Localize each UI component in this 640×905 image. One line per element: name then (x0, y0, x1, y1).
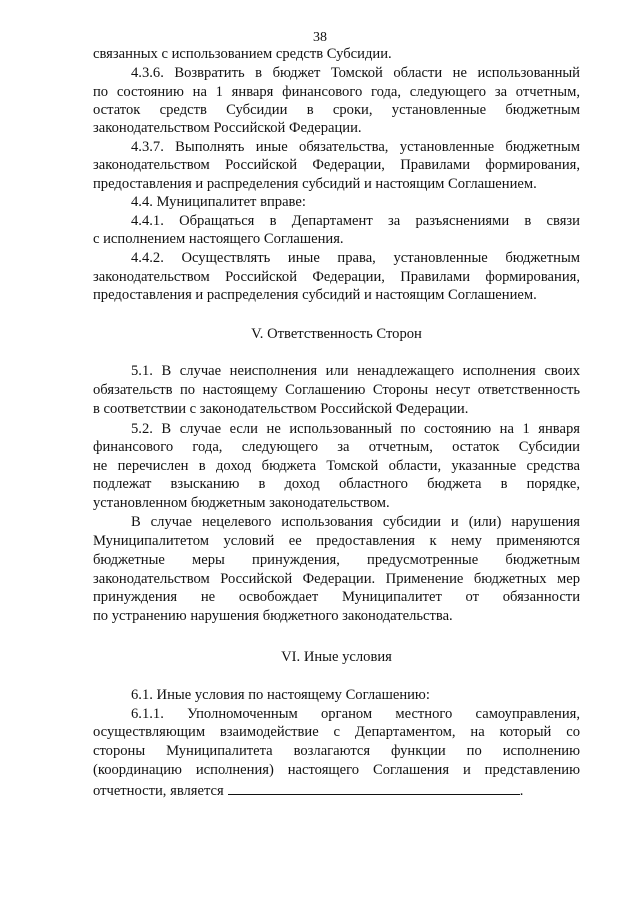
clause-4-4-1 (131, 212, 580, 230)
text-line: подлежат взысканию в доход областного бюджета в порядке, (93, 476, 580, 492)
clause-6-1: 6.1. Иные условия по настоящему Соглашению: (131, 687, 430, 703)
text-line: финансового года, следующего за отчетным, остаток Субсидии (93, 439, 580, 455)
text-line: стороны Муниципалитета возлагаются функции по исполнению (93, 743, 580, 759)
clause-number: 4.4.1. (131, 213, 164, 229)
text-line: по устранению нарушения бюджетного законодательства. (93, 608, 453, 624)
section-heading-5: V. Ответственность Сторон (251, 326, 422, 342)
text-line: законодательством Российской Федерации, Правилами формирования, (93, 157, 580, 173)
text-line: осуществляющим взаимодействие с Департаментом, на который со (93, 724, 580, 740)
clause-4-3-7: 4.3.7. Выполнять иные обязательства, установленные бюджетным (131, 139, 580, 155)
clause-5-2: 5.2. В случае если не использованный по состоянию на 1 января (131, 421, 580, 437)
text-line: бюджетные меры принуждения, предусмотренные бюджетным (93, 552, 580, 568)
text-line: законодательством Российской Федерации, Правилами формирования, (93, 269, 580, 285)
text-line: предоставления и распределения субсидий и настоящим Соглашением. (93, 176, 537, 192)
clause-4-4: 4.4. Муниципалитет вправе: (131, 194, 306, 210)
fill-in-blank (228, 780, 520, 795)
text-line: предоставления и распределения субсидий и настоящим Соглашением. (93, 287, 537, 303)
text-line: законодательством Российской Федерации. Применение бюджетных мер (93, 571, 580, 587)
text-line: остаток средств Субсидии в сроки, установленные бюджетным (93, 102, 580, 118)
clause-5-1: 5.1. В случае неисполнения или ненадлежащего исполнения своих (131, 363, 580, 379)
clause-6-1-1: 6.1.1. Уполномоченным органом местного самоуправления, (131, 706, 580, 722)
text-line (93, 780, 580, 798)
text-line: обязательств по настоящему Соглашению Стороны несут ответственность (93, 382, 580, 398)
page-number: 38 (313, 30, 327, 45)
text-line: с исполнением настоящего Соглашения. (93, 231, 344, 247)
text-line: Муниципалитетом условий ее предоставления к нему применяются (93, 533, 580, 549)
text-fragment: отчетности, является (93, 783, 224, 799)
text-line: по состоянию на 1 января финансового года, следующего за отчетным, (93, 84, 580, 100)
text-line: не перечислен в доход бюджета Томской области, указанные средства (93, 458, 580, 474)
text-line: (координацию исполнения) настоящего Соглашения и представлению (93, 762, 580, 778)
text-line: установленном бюджетным законодательством. (93, 495, 390, 511)
text-line: в соответствии с законодательством Российской Федерации. (93, 401, 469, 417)
clause-4-3-6: 4.3.6. Возвратить в бюджет Томской области не использованный (131, 65, 580, 81)
paragraph-misuse: В случае нецелевого использования субсидии и (или) нарушения (131, 514, 580, 530)
section-heading-6: VI. Иные условия (281, 649, 392, 665)
text-line: законодательством Российской Федерации. (93, 120, 362, 136)
text-line: принуждения не освобождает Муниципалитет от обязанности (93, 589, 580, 605)
clause-4-4-2: 4.4.2. Осуществлять иные права, установленные бюджетным (131, 250, 580, 266)
text-line: связанных с использованием средств Субсидии. (93, 46, 392, 62)
text-fragment: . (519, 783, 524, 799)
clause-text: Обращаться в Департамент за разъяснениями в связи (179, 213, 580, 229)
